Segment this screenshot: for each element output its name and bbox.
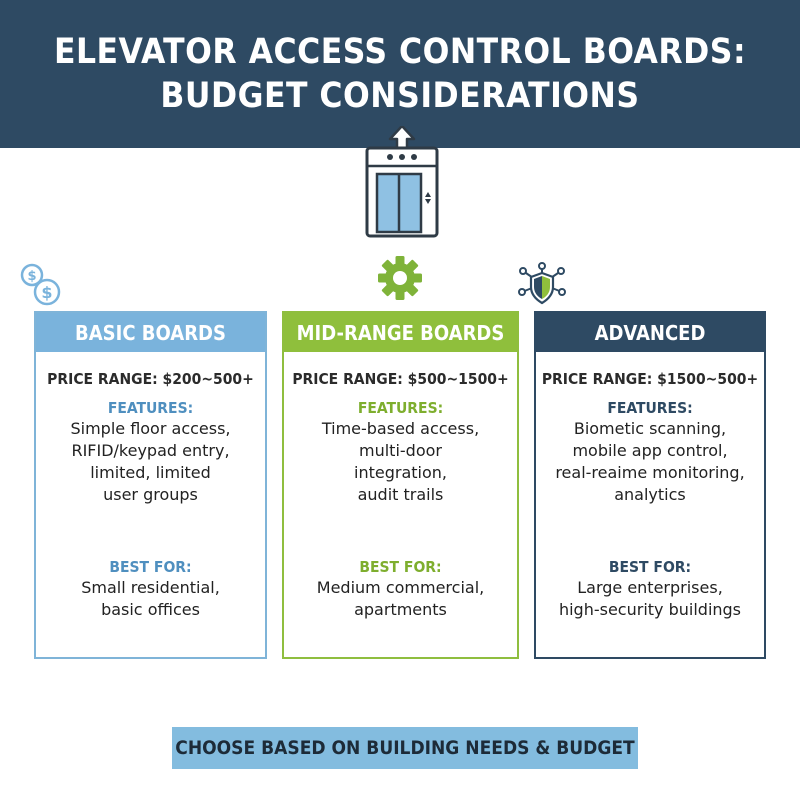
feature-line: integration,	[354, 463, 447, 482]
page-title-line-2: BUDGET CONSIDERATIONS	[160, 76, 640, 116]
card-advanced	[534, 311, 766, 659]
best-for-label: BEST FOR:	[109, 558, 192, 576]
gear-icon	[376, 254, 424, 302]
feature-line: analytics	[614, 485, 686, 504]
dollar-coins-icon	[18, 262, 66, 308]
feature-line: user groups	[103, 485, 198, 504]
features-label: FEATURES:	[107, 399, 194, 417]
best-for-label: BEST FOR:	[608, 558, 692, 576]
feature-line: real-reaime monitoring,	[555, 463, 745, 482]
best-for-line: Small residential,	[81, 578, 220, 597]
feature-line: Time-based access,	[321, 419, 480, 438]
best-for-list	[36, 577, 265, 621]
best-for-line: apartments	[354, 600, 447, 619]
card-mid-range-boards	[282, 311, 519, 659]
features-list	[36, 418, 265, 506]
feature-line: Simple floor access,	[70, 419, 231, 438]
features-label: FEATURES:	[357, 399, 444, 417]
best-for-line: Medium commercial,	[316, 578, 485, 597]
price-range: PRICE RANGE: $500~1500+	[292, 370, 509, 388]
card-title: ADVANCED	[536, 313, 764, 352]
security-shield-icon	[517, 262, 567, 306]
feature-line: limited, limited	[90, 463, 211, 482]
feature-line: RIFID/keypad entry,	[71, 441, 230, 460]
svg-text:$: $	[41, 283, 53, 302]
card-basic-boards	[34, 311, 267, 659]
best-for-line: Large enterprises,	[577, 578, 723, 597]
best-for-list	[284, 577, 517, 621]
feature-line: mobile app control,	[572, 441, 728, 460]
features-list	[284, 418, 517, 506]
footer-banner: CHOOSE BASED ON BUILDING NEEDS & BUDGET	[172, 727, 638, 769]
elevator-icon	[364, 126, 440, 238]
best-for-list	[536, 577, 764, 621]
card-title: MID-RANGE BOARDS	[284, 313, 517, 352]
price-range: PRICE RANGE: $200~500+	[47, 370, 254, 388]
svg-text:$: $	[27, 269, 37, 284]
best-for-line: high-security buildings	[558, 600, 742, 619]
features-list	[536, 418, 764, 506]
feature-line: audit trails	[357, 485, 444, 504]
features-label: FEATURES:	[607, 399, 693, 417]
best-for-label: BEST FOR:	[359, 558, 442, 576]
page-title-line-1: ELEVATOR ACCESS CONTROL BOARDS:	[53, 32, 747, 72]
best-for-line: basic offices	[101, 600, 200, 619]
feature-line: multi-door	[359, 441, 442, 460]
feature-line: Biometic scanning,	[573, 419, 727, 438]
card-title: BASIC BOARDS	[36, 313, 265, 352]
price-range: PRICE RANGE: $1500~500+	[541, 370, 759, 388]
